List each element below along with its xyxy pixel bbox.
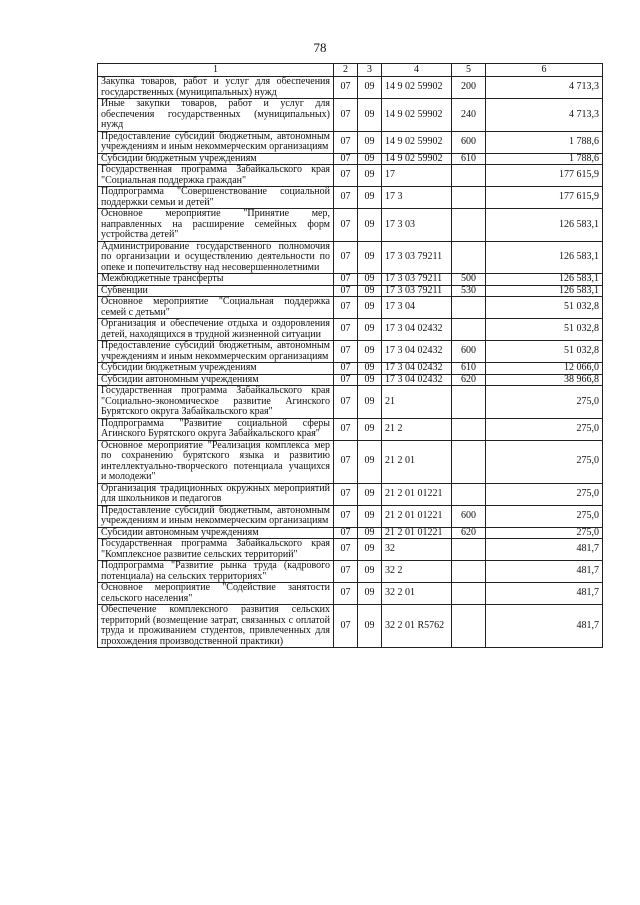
cell-cs: 21 (382, 386, 452, 419)
cell-cs: 21 2 01 (382, 440, 452, 483)
cell-cs: 32 2 01 R5762 (382, 605, 452, 648)
cell-vr: 530 (452, 285, 486, 297)
cell-amt: 51 032,8 (486, 319, 603, 341)
cell-cs: 17 3 (382, 187, 452, 209)
cell-sec: 07 (334, 153, 358, 165)
cell-sub: 09 (358, 583, 382, 605)
table-body (98, 77, 603, 648)
table-row (98, 527, 603, 539)
cell-amt: 177 615,9 (486, 165, 603, 187)
cell-name: Субсидии автономным учреждениям (98, 374, 334, 386)
cell-sec: 07 (334, 99, 358, 132)
cell-amt: 126 583,1 (486, 241, 603, 274)
table-row (98, 319, 603, 341)
cell-name: Основное мероприятие "Реализация комплекса мер по сохранению бурятского языка и развитию интеллектуально-творческого потенциала учащихся и молодежи" (98, 440, 334, 483)
cell-vr: 240 (452, 99, 486, 132)
cell-sub: 09 (358, 418, 382, 440)
cell-vr (452, 319, 486, 341)
table-row (98, 209, 603, 242)
cell-cs: 17 3 03 79211 (382, 285, 452, 297)
cell-sec: 07 (334, 77, 358, 99)
cell-name: Государственная программа Забайкальского края "Комплексное развитие сельских территорий" (98, 539, 334, 561)
cell-name: Предоставление субсидий бюджетным, автономным учреждениям и иным некоммерческим организациям (98, 505, 334, 527)
cell-cs: 17 3 04 02432 (382, 363, 452, 375)
cell-sec: 07 (334, 285, 358, 297)
cell-vr (452, 440, 486, 483)
cell-name: Подпрограмма "Совершенствование социальной поддержки семьи и детей" (98, 187, 334, 209)
cell-name: Субсидии автономным учреждениям (98, 527, 334, 539)
cell-amt: 12 066,0 (486, 363, 603, 375)
cell-name: Государственная программа Забайкальского края "Социально-экономическое развитие Агинского Бурятского округа Забайкальского края" (98, 386, 334, 419)
cell-amt: 51 032,8 (486, 297, 603, 319)
table-row (98, 440, 603, 483)
table-row (98, 605, 603, 648)
cell-vr (452, 483, 486, 505)
cell-name: Предоставление субсидий бюджетным, автономным учреждениям и иным некоммерческим организациям (98, 341, 334, 363)
table-row (98, 583, 603, 605)
cell-sub: 09 (358, 561, 382, 583)
cell-sec: 07 (334, 131, 358, 153)
cell-sub: 09 (358, 440, 382, 483)
cell-amt: 481,7 (486, 605, 603, 648)
cell-vr: 620 (452, 374, 486, 386)
cell-sec: 07 (334, 274, 358, 286)
cell-vr (452, 561, 486, 583)
cell-cs: 32 2 01 (382, 583, 452, 605)
cell-cs: 17 3 03 79211 (382, 241, 452, 274)
table-row (98, 285, 603, 297)
budget-table (97, 63, 603, 648)
cell-sec: 07 (334, 187, 358, 209)
cell-cs: 21 2 01 01221 (382, 483, 452, 505)
cell-sec: 07 (334, 527, 358, 539)
table-row (98, 153, 603, 165)
table-row (98, 418, 603, 440)
cell-sub: 09 (358, 209, 382, 242)
cell-sub: 09 (358, 165, 382, 187)
cell-amt: 481,7 (486, 539, 603, 561)
cell-sec: 07 (334, 209, 358, 242)
cell-sec: 07 (334, 241, 358, 274)
cell-cs: 17 (382, 165, 452, 187)
cell-sec: 07 (334, 440, 358, 483)
cell-amt: 38 966,8 (486, 374, 603, 386)
cell-vr (452, 418, 486, 440)
cell-sec: 07 (334, 605, 358, 648)
cell-vr: 600 (452, 341, 486, 363)
cell-name: Подпрограмма "Развитие социальной сферы Агинского Бурятского округа Забайкальского края" (98, 418, 334, 440)
cell-amt: 126 583,1 (486, 274, 603, 286)
cell-name: Межбюджетные трансферты (98, 274, 334, 286)
cell-amt: 1 788,6 (486, 153, 603, 165)
table-row (98, 241, 603, 274)
cell-vr (452, 297, 486, 319)
cell-amt: 275,0 (486, 483, 603, 505)
cell-sec: 07 (334, 374, 358, 386)
table-row (98, 483, 603, 505)
table-row (98, 386, 603, 419)
table-row (98, 374, 603, 386)
cell-cs: 17 3 03 (382, 209, 452, 242)
cell-vr: 600 (452, 505, 486, 527)
cell-name: Обеспечение комплексного развития сельских территорий (возмещение затрат, связанных с оплатой труда и проживанием студентов, привлеченных для прохождения производственной практики) (98, 605, 334, 648)
cell-sec: 07 (334, 505, 358, 527)
cell-vr (452, 165, 486, 187)
cell-vr (452, 583, 486, 605)
cell-amt: 275,0 (486, 386, 603, 419)
cell-amt: 126 583,1 (486, 285, 603, 297)
cell-sub: 09 (358, 241, 382, 274)
cell-vr: 610 (452, 153, 486, 165)
cell-name: Субвенции (98, 285, 334, 297)
cell-amt: 126 583,1 (486, 209, 603, 242)
cell-name: Подпрограмма "Развитие рынка труда (кадрового потенциала) на сельских территориях" (98, 561, 334, 583)
cell-sub: 09 (358, 131, 382, 153)
cell-cs: 32 2 (382, 561, 452, 583)
cell-sub: 09 (358, 187, 382, 209)
cell-vr: 620 (452, 527, 486, 539)
cell-sub: 09 (358, 505, 382, 527)
header-cell: 2 (334, 64, 358, 77)
page-number: 78 (313, 40, 327, 55)
table-row (98, 297, 603, 319)
cell-amt: 177 615,9 (486, 187, 603, 209)
cell-cs: 21 2 01 01221 (382, 527, 452, 539)
cell-sub: 09 (358, 374, 382, 386)
cell-amt: 4 713,3 (486, 99, 603, 132)
cell-cs: 17 3 04 02432 (382, 341, 452, 363)
header-cell: 4 (382, 64, 452, 77)
cell-sub: 09 (358, 363, 382, 375)
cell-sub: 09 (358, 77, 382, 99)
header-cell: 3 (358, 64, 382, 77)
cell-amt: 275,0 (486, 505, 603, 527)
cell-cs: 21 2 01 01221 (382, 505, 452, 527)
cell-cs: 14 9 02 59902 (382, 77, 452, 99)
cell-vr (452, 241, 486, 274)
cell-amt: 481,7 (486, 561, 603, 583)
cell-cs: 14 9 02 59902 (382, 131, 452, 153)
cell-name: Предоставление субсидий бюджетным, автономным учреждениям и иным некоммерческим организациям (98, 131, 334, 153)
cell-vr (452, 386, 486, 419)
cell-amt: 4 713,3 (486, 77, 603, 99)
cell-name: Основное мероприятие "Содействие занятости сельского населения" (98, 583, 334, 605)
cell-sec: 07 (334, 165, 358, 187)
table-row (98, 187, 603, 209)
cell-vr: 610 (452, 363, 486, 375)
cell-cs: 14 9 02 59902 (382, 99, 452, 132)
cell-sub: 09 (358, 274, 382, 286)
cell-cs: 14 9 02 59902 (382, 153, 452, 165)
table-row (98, 363, 603, 375)
cell-vr (452, 209, 486, 242)
table-row (98, 77, 603, 99)
cell-vr (452, 539, 486, 561)
cell-cs: 17 3 04 02432 (382, 374, 452, 386)
cell-name: Администрирование государственного полномочия по организации и осуществлению деятельности по опеке и попечительству над несовершеннолетними (98, 241, 334, 274)
cell-amt: 51 032,8 (486, 341, 603, 363)
cell-amt: 275,0 (486, 418, 603, 440)
cell-vr: 500 (452, 274, 486, 286)
cell-cs: 17 3 04 (382, 297, 452, 319)
cell-sub: 09 (358, 527, 382, 539)
header-row (98, 64, 603, 77)
cell-sub: 09 (358, 319, 382, 341)
cell-sec: 07 (334, 583, 358, 605)
table-row (98, 505, 603, 527)
cell-sec: 07 (334, 341, 358, 363)
cell-sub: 09 (358, 539, 382, 561)
cell-cs: 17 3 03 79211 (382, 274, 452, 286)
cell-name: Иные закупки товаров, работ и услуг для обеспечения государственных (муниципальных) нужд (98, 99, 334, 132)
cell-sec: 07 (334, 297, 358, 319)
cell-sub: 09 (358, 483, 382, 505)
cell-sec: 07 (334, 483, 358, 505)
cell-sub: 09 (358, 285, 382, 297)
cell-sub: 09 (358, 605, 382, 648)
table-row (98, 561, 603, 583)
cell-name: Организация традиционных окружных мероприятий для школьников и педагогов (98, 483, 334, 505)
cell-amt: 481,7 (486, 583, 603, 605)
cell-vr: 600 (452, 131, 486, 153)
header-cell: 5 (452, 64, 486, 77)
cell-sec: 07 (334, 561, 358, 583)
cell-name: Организация и обеспечение отдыха и оздоровления детей, находящихся в трудной жизненной ситуации (98, 319, 334, 341)
cell-cs: 21 2 (382, 418, 452, 440)
table-row (98, 274, 603, 286)
cell-vr (452, 187, 486, 209)
cell-name: Субсидии бюджетным учреждениям (98, 153, 334, 165)
cell-amt: 275,0 (486, 527, 603, 539)
table-row (98, 165, 603, 187)
cell-sub: 09 (358, 386, 382, 419)
cell-sub: 09 (358, 99, 382, 132)
table-row (98, 131, 603, 153)
cell-sub: 09 (358, 153, 382, 165)
cell-sub: 09 (358, 297, 382, 319)
cell-name: Основное мероприятие "Принятие мер, направленных на расширение семейных форм устройства детей" (98, 209, 334, 242)
cell-sec: 07 (334, 386, 358, 419)
table-row (98, 99, 603, 132)
header-cell: 6 (486, 64, 603, 77)
cell-name: Основное мероприятие "Социальная поддержка семей с детьми" (98, 297, 334, 319)
cell-vr (452, 605, 486, 648)
cell-sec: 07 (334, 418, 358, 440)
cell-cs: 17 3 04 02432 (382, 319, 452, 341)
cell-name: Государственная программа Забайкальского края "Социальная поддержка граждан" (98, 165, 334, 187)
cell-vr: 200 (452, 77, 486, 99)
cell-sec: 07 (334, 319, 358, 341)
cell-amt: 1 788,6 (486, 131, 603, 153)
cell-cs: 32 (382, 539, 452, 561)
cell-name: Закупка товаров, работ и услуг для обеспечения государственных (муниципальных) нужд (98, 77, 334, 99)
table-row (98, 539, 603, 561)
table-row (98, 341, 603, 363)
cell-sec: 07 (334, 539, 358, 561)
header-cell: 1 (98, 64, 334, 77)
cell-sub: 09 (358, 341, 382, 363)
cell-amt: 275,0 (486, 440, 603, 483)
cell-name: Субсидии бюджетным учреждениям (98, 363, 334, 375)
cell-sec: 07 (334, 363, 358, 375)
